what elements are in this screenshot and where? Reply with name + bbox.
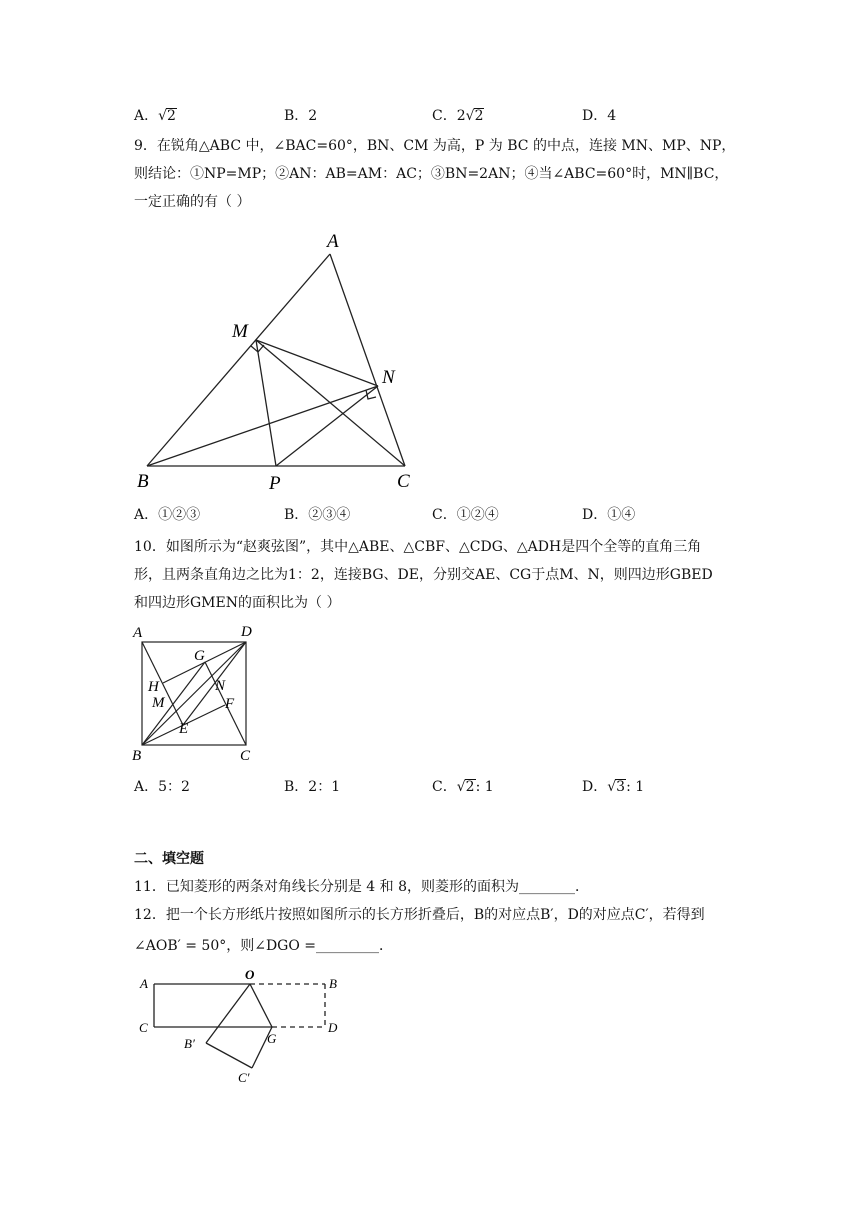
q10-label-n: N	[215, 678, 226, 694]
q9-stem-line1: 9．在锐角△ABC 中，∠BAC=60°，BN、CM 为高，P 为 BC 的中点，连接 MN、MP、NP，	[134, 138, 736, 154]
q9-option-b: B．②③④	[284, 507, 351, 523]
q10-option-a: A．5：2	[134, 779, 190, 795]
q12-label-c: C	[139, 1020, 148, 1035]
q9-label-a: A	[327, 231, 339, 252]
q10-stem-line2: 形，且两条直角边之比为1：2，连接BG、DE，分别交AE、CG于点M、N，则四边形GBED	[134, 567, 713, 583]
section-heading-fill-in: 二、填空题	[134, 851, 204, 867]
q12-label-c-prime: C′	[238, 1070, 250, 1085]
q12-label-d: D	[328, 1020, 338, 1035]
q11-stem: 11．已知菱形的两条对角线长分别是 4 和 8，则菱形的面积为________．	[134, 879, 589, 895]
q9-label-m: M	[232, 321, 248, 342]
q9-option-c: C．①②④	[432, 507, 499, 523]
q12-stem-line2: ∠AOB′ = 50°，则∠DGO =_________．	[134, 938, 394, 954]
q9-option-a: A．①②③	[134, 507, 201, 523]
q10-label-g: G	[194, 648, 205, 664]
q9-label-c: C	[397, 471, 410, 492]
q10-label-f: F	[225, 696, 235, 712]
q12-label-o: O	[245, 967, 255, 982]
q8-option-d: D．4	[582, 108, 617, 124]
q12-label-g: G	[267, 1031, 277, 1046]
q10-label-m: M	[152, 695, 165, 711]
q12-label-b: B	[329, 976, 337, 991]
q10-stem-line1: 10．如图所示为“赵爽弦图”，其中△ABE、△CBF、△CDG、△ADH是四个全等的直角三角	[134, 539, 702, 555]
q10-stem-line3: 和四边形GMEN的面积比为（ ）	[134, 595, 341, 611]
q12-label-a: A	[140, 976, 148, 991]
q10-option-c: C．√2: 1	[432, 779, 494, 795]
q10-label-e: E	[179, 721, 189, 737]
q12-stem-line1: 12．把一个长方形纸片按照如图所示的长方形折叠后，B的对应点B′，D的对应点C′，若得到	[134, 907, 705, 923]
q9-label-p: P	[269, 473, 281, 494]
q9-stem-line2: 则结论：①NP=MP；②AN：AB=AM：AC；③BN=2AN；④当∠ABC=60°时，MN∥BC，	[134, 166, 729, 182]
q10-label-h: H	[148, 679, 159, 695]
q9-stem-line3: 一定正确的有（ ）	[134, 194, 251, 210]
q8-option-c: C．2√2	[432, 108, 484, 124]
q10-option-b: B．2：1	[284, 779, 341, 795]
q9-option-d: D．①④	[582, 507, 636, 523]
q10-label-d: D	[241, 624, 252, 640]
q9-label-n: N	[382, 367, 395, 388]
q8-option-b: B．2	[284, 108, 318, 124]
q10-label-b: B	[132, 748, 142, 764]
q10-label-c: C	[240, 748, 251, 764]
q8-option-a: A．√2	[134, 108, 176, 124]
q10-label-a: A	[133, 625, 143, 641]
q10-option-d: D．√3: 1	[582, 779, 645, 795]
q12-label-b-prime: B′	[184, 1036, 195, 1051]
q9-label-b: B	[137, 471, 149, 492]
